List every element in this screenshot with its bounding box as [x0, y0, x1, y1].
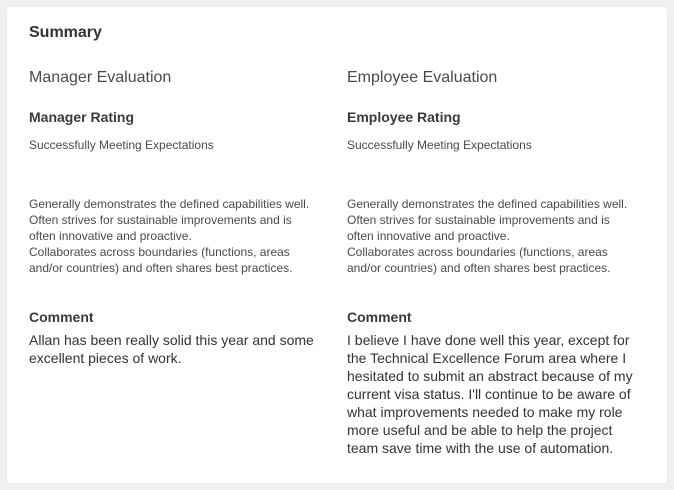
manager-comment-text	[29, 331, 329, 367]
summary-title: Summary	[29, 24, 102, 41]
comment-line: Allan has been really solid this year and some	[29, 332, 314, 348]
description-line: Generally demonstrates the defined capabilities well.	[347, 197, 628, 211]
comment-line: more useful and be able to help the project	[347, 422, 613, 438]
description-line: Often strives for sustainable improvements and is	[347, 213, 610, 227]
employee-rating-value: Successfully Meeting Expectations	[347, 138, 532, 152]
comment-line: team save time with the use of automation.	[347, 440, 614, 456]
summary-card	[7, 7, 667, 483]
comment-line: excellent pieces of work.	[29, 350, 182, 366]
description-line: Generally demonstrates the defined capabilities well.	[29, 197, 310, 211]
comment-line: I believe I have done well this year, except for	[347, 332, 630, 348]
employee-rating-description	[347, 196, 647, 276]
description-line: Collaborates across boundaries (functions, areas	[347, 245, 608, 259]
employee-rating-label: Employee Rating	[347, 109, 461, 125]
comment-line: the Technical Excellence Forum area where I	[347, 350, 627, 366]
description-line: and/or countries) and often shares best practices.	[347, 261, 611, 275]
employee-comment-label: Comment	[347, 309, 412, 325]
manager-comment-label: Comment	[29, 309, 94, 325]
employee-comment-text	[347, 331, 647, 457]
manager-evaluation-title: Manager Evaluation	[29, 69, 172, 86]
description-line: often innovative and proactive.	[347, 229, 510, 243]
manager-rating-description	[29, 196, 329, 276]
comment-line: what improvements needed to make my role	[347, 404, 623, 420]
description-line: Often strives for sustainable improvements and is	[29, 213, 292, 227]
comment-line: current visa status. I'll continue to be aware of	[347, 386, 631, 402]
manager-rating-value: Successfully Meeting Expectations	[29, 138, 214, 152]
description-line: and/or countries) and often shares best practices.	[29, 261, 293, 275]
description-line: Collaborates across boundaries (functions, areas	[29, 245, 290, 259]
description-line: often innovative and proactive.	[29, 229, 192, 243]
manager-rating-label: Manager Rating	[29, 109, 135, 125]
employee-evaluation-title: Employee Evaluation	[347, 69, 498, 86]
comment-line: hesitated to submit an abstract because of my	[347, 368, 633, 384]
